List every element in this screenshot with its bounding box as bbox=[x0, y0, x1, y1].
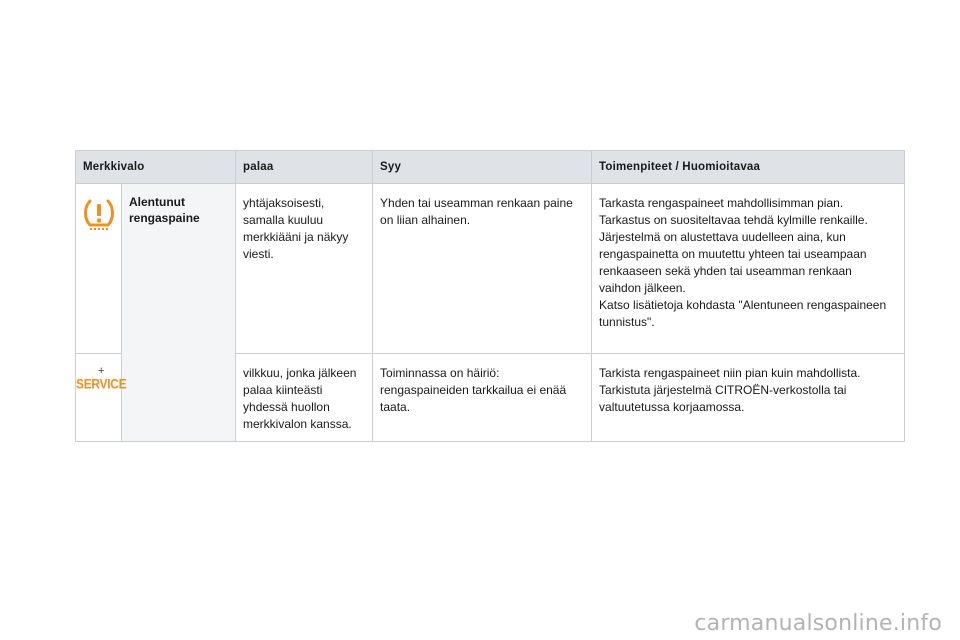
actions-cell bbox=[592, 354, 905, 442]
state-line: yhtäjaksoisesti, bbox=[243, 196, 325, 210]
tyre-pressure-warning-icon bbox=[82, 197, 116, 236]
state-cell bbox=[236, 184, 373, 354]
indicator-icon-cell bbox=[76, 354, 127, 442]
indicator-name-line: rengaspaine bbox=[129, 211, 200, 225]
indicator-icon-cell bbox=[76, 184, 122, 354]
state-line: merkkiääni ja näkyy bbox=[243, 230, 349, 244]
warning-light-table bbox=[75, 150, 905, 442]
state-line: palaa kiinteästi bbox=[243, 383, 323, 397]
site-watermark: carmanualsonline.info bbox=[694, 611, 942, 636]
actions-line: tunnistus". bbox=[599, 315, 655, 329]
header-cause: Syy bbox=[373, 151, 592, 184]
actions-line: Tarkastus on suositeltavaa tehdä kylmille renkaille. bbox=[599, 213, 868, 227]
cause-line: on liian alhainen. bbox=[380, 213, 471, 227]
cause-cell bbox=[373, 184, 592, 354]
actions-line: Tarkista rengaspaineet niin pian kuin mahdollista. bbox=[599, 366, 861, 380]
actions-cell bbox=[592, 184, 905, 354]
state-line: viesti. bbox=[243, 247, 274, 261]
state-line: vilkkuu, jonka jälkeen bbox=[243, 366, 357, 380]
actions-line: valtuutetussa korjaamossa. bbox=[599, 400, 745, 414]
service-warning-icon bbox=[76, 365, 127, 393]
actions-line: Katso lisätietoja kohdasta "Alentuneen rengaspaineen bbox=[599, 298, 887, 312]
table-header-row bbox=[76, 151, 905, 184]
cause-line: Toiminnassa on häiriö: bbox=[380, 366, 500, 380]
state-line: samalla kuuluu bbox=[243, 213, 324, 227]
cause-line: rengaspaineiden tarkkailua ei enää bbox=[380, 383, 567, 397]
state-line: merkkivalon kanssa. bbox=[243, 417, 352, 431]
cause-line: Yhden tai useamman renkaan paine bbox=[380, 196, 573, 210]
header-state: palaa bbox=[236, 151, 373, 184]
header-actions: Toimenpiteet / Huomioitavaa bbox=[592, 151, 905, 184]
cause-cell bbox=[373, 354, 592, 442]
table-row bbox=[76, 184, 905, 354]
actions-line: Tarkistuta järjestelmä CITROËN-verkostolla tai bbox=[599, 383, 847, 397]
state-line: yhdessä huollon bbox=[243, 400, 330, 414]
actions-line: Järjestelmä on alustettava uudelleen aina, kun bbox=[599, 230, 846, 244]
service-label-icon: SERVICE bbox=[76, 375, 127, 393]
indicator-name-cell bbox=[122, 184, 236, 442]
actions-line: vaihdon jälkeen. bbox=[599, 281, 686, 295]
actions-line: renkaaseen sekä yhden tai useamman renkaan bbox=[599, 264, 852, 278]
header-indicator: Merkkivalo bbox=[76, 151, 236, 184]
indicator-name-line: Alentunut bbox=[129, 195, 185, 209]
service-plus-icon: + bbox=[97, 365, 105, 377]
actions-line: Tarkasta rengaspaineet mahdollisimman pian. bbox=[599, 196, 844, 210]
state-cell bbox=[236, 354, 373, 442]
actions-line: rengaspainetta on muutettu yhteen tai useampaan bbox=[599, 247, 867, 261]
cause-line: taata. bbox=[380, 400, 411, 414]
